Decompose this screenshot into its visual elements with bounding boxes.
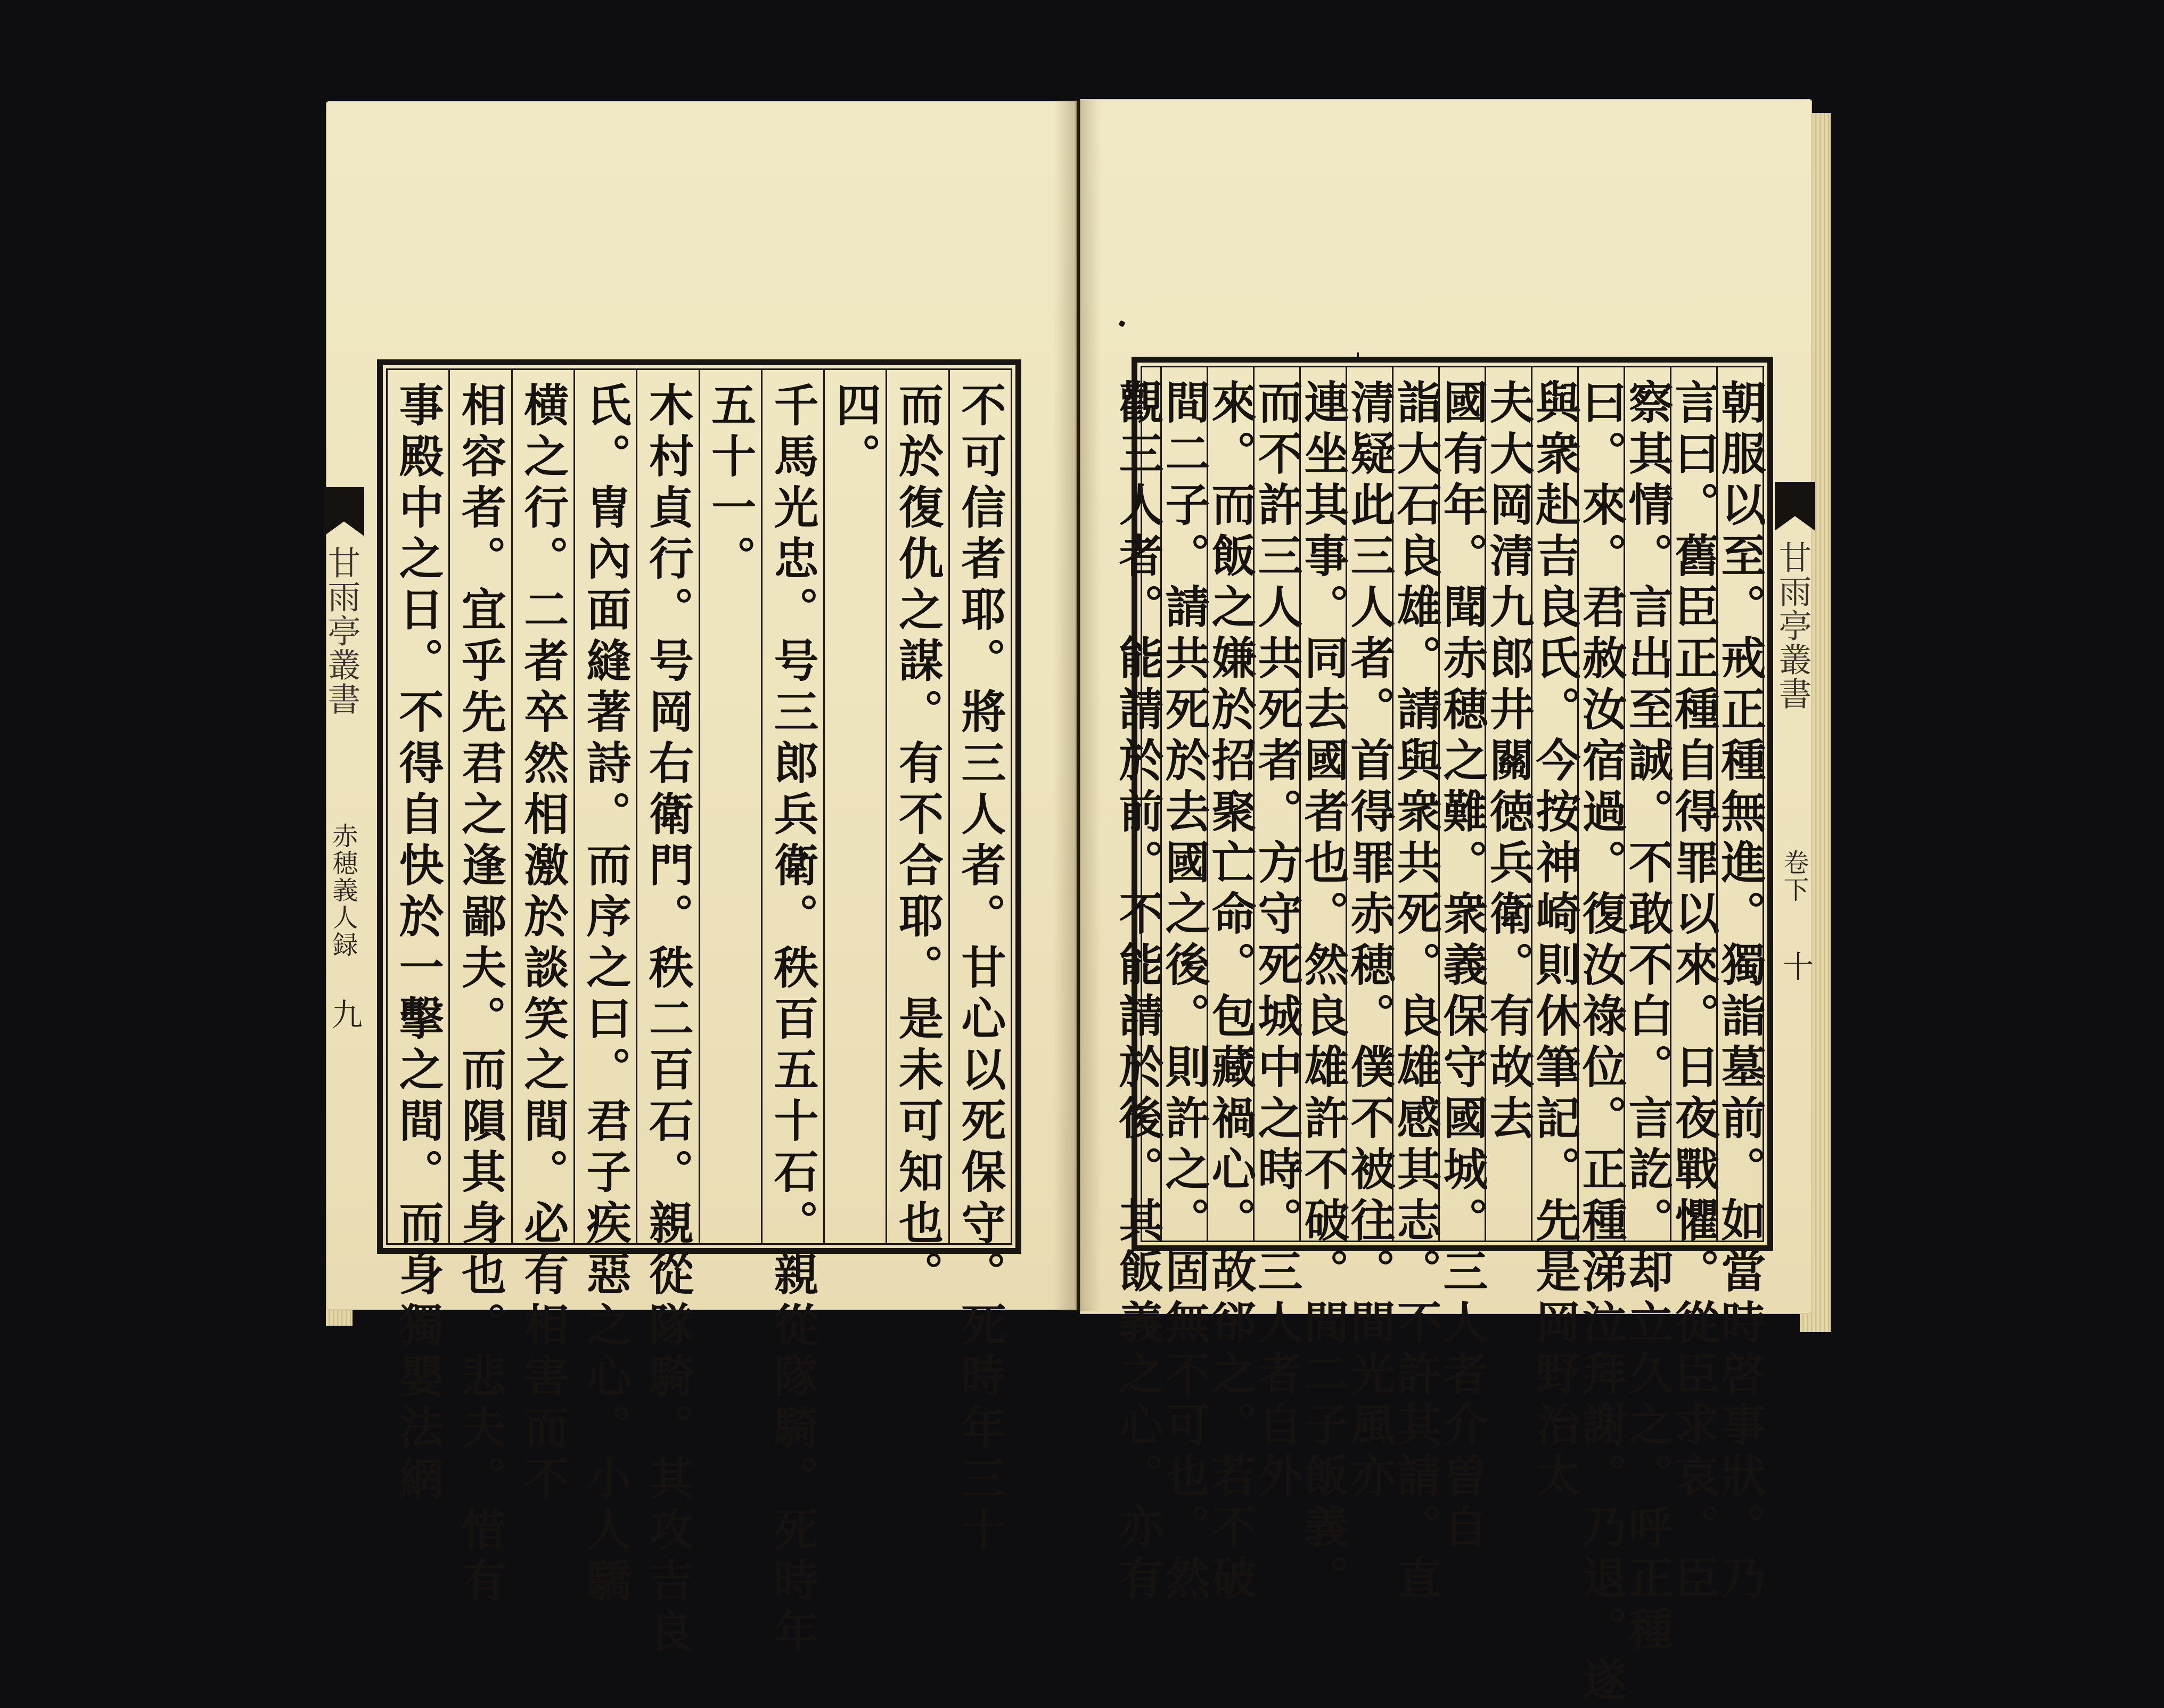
column-text: 朝服以至。戒正種無進。獨詣墓前。如當時啓事狀。乃 (1714, 379, 1767, 1606)
book-title: 甘雨亭叢書 (1773, 540, 1812, 711)
column-text: 清疑此三人者。首得罪赤穂。僕不被往。間光風亦 (1343, 379, 1396, 1504)
column-text: 詣大石良雄。請與衆共死。良雄感其志。不許其請。直 (1390, 379, 1442, 1606)
column-text: 間二子。請共死於去國之後。則許之。固無不可也。然 (1158, 379, 1211, 1606)
text-column (1297, 367, 1350, 1606)
column-text: 連坐其事。同去國者也。然良雄許不破。間二子飯義。 (1297, 379, 1350, 1606)
text-column (1575, 367, 1628, 1708)
text-column (636, 370, 698, 1660)
column-text: 相容者。宜乎先君之逢鄙夫。而隕其身也。悲夫。惜有 (454, 382, 507, 1608)
text-column (948, 370, 1011, 1557)
column-text: 五十一。 (704, 382, 757, 586)
column-text: 不可信者耶。將三人者。甘心以死保守。死時年三十 (954, 382, 1007, 1557)
text-column (1390, 367, 1442, 1606)
left-text-columns (388, 370, 1011, 1660)
text-column (823, 370, 886, 1243)
column-text: 木村貞行。号岡右衛門。秩二百石。親從隊騎。其攻吉良 (642, 382, 695, 1660)
text-column (511, 370, 573, 1506)
volume-label: 卷下 (1779, 849, 1809, 904)
right-text-columns (1112, 367, 1767, 1708)
book-gutter (1053, 100, 1101, 1311)
column-text: 而於復仇之謀。有不合耶。是未可知也。 (891, 382, 945, 1302)
column-text: 事殿中之日。不得自快於一擊之間。而身獨嬰法網 (392, 382, 445, 1506)
column-text: 言曰。舊臣正種自得罪以來。日夜戰懼。從臣求哀。臣 (1668, 379, 1720, 1606)
column-text: 千馬光忠。号三郎兵衛。秩百五十石。親從隊騎。死時年 (766, 382, 819, 1660)
left-margin-column (319, 487, 370, 1062)
text-column (448, 370, 511, 1608)
text-column (761, 370, 823, 1660)
left-text-frame (377, 359, 1021, 1660)
column-text: 國有年。聞赤穂之難。衆義保守國城。三人者介曽自 (1436, 379, 1489, 1555)
right-text-frame (1112, 357, 1773, 1708)
page-number: 九 (326, 998, 363, 1029)
column-text: 曰。來。君赦汝宿過。復汝祿位。正種涕泣拜謝。乃退。遂 (1575, 379, 1628, 1708)
text-column (1668, 367, 1720, 1606)
text-column (1621, 367, 1674, 1657)
text-column (1204, 367, 1257, 1606)
column-text: 來。而飯之嫌於招聚亡命。包藏禍心。故郤之。若不破 (1204, 379, 1257, 1606)
text-column (699, 370, 761, 1243)
column-text: 夫大岡清九郎井關徳兵衛。有故去 (1482, 379, 1535, 1146)
column-text: 觀三人者。能請於前。不能請於後。其飯義之心。亦有 (1112, 379, 1165, 1606)
text-column (1436, 367, 1489, 1555)
column-text: 而不許三人共死者。方守死城中之時。三人者自外 (1251, 379, 1304, 1504)
fish-tail-mark (324, 487, 364, 536)
text-column (1482, 367, 1535, 1241)
fish-tail-mark (1775, 482, 1815, 531)
column-text: 察其情。言出至誠。不敢不白。言訖。却立久之。呼正種 (1621, 379, 1674, 1657)
right-margin-column (1770, 482, 1816, 1041)
text-column (1343, 367, 1396, 1504)
text-column (1112, 367, 1165, 1606)
text-column (388, 370, 448, 1506)
column-text: 四。 (829, 382, 882, 484)
page-number: 十 (1777, 950, 1814, 981)
column-text: 横之行。二者卒然相激於談笑之間。必有相害而不 (517, 382, 570, 1506)
text-column (1529, 367, 1581, 1504)
section-title: 赤穂義人録 (328, 823, 358, 958)
text-column (886, 370, 948, 1302)
book-title: 甘雨亭叢書 (322, 546, 361, 716)
text-column (1714, 367, 1767, 1606)
text-column (1251, 367, 1304, 1504)
column-text: 與衆赴吉良氏。今按神崎則休筆記。先是岡野治太 (1529, 379, 1581, 1504)
text-column (1158, 367, 1211, 1606)
text-column (573, 370, 636, 1608)
column-text: 氏。冑內面縫著詩。而序之曰。君子疾惡之心。小人驕 (579, 382, 633, 1608)
